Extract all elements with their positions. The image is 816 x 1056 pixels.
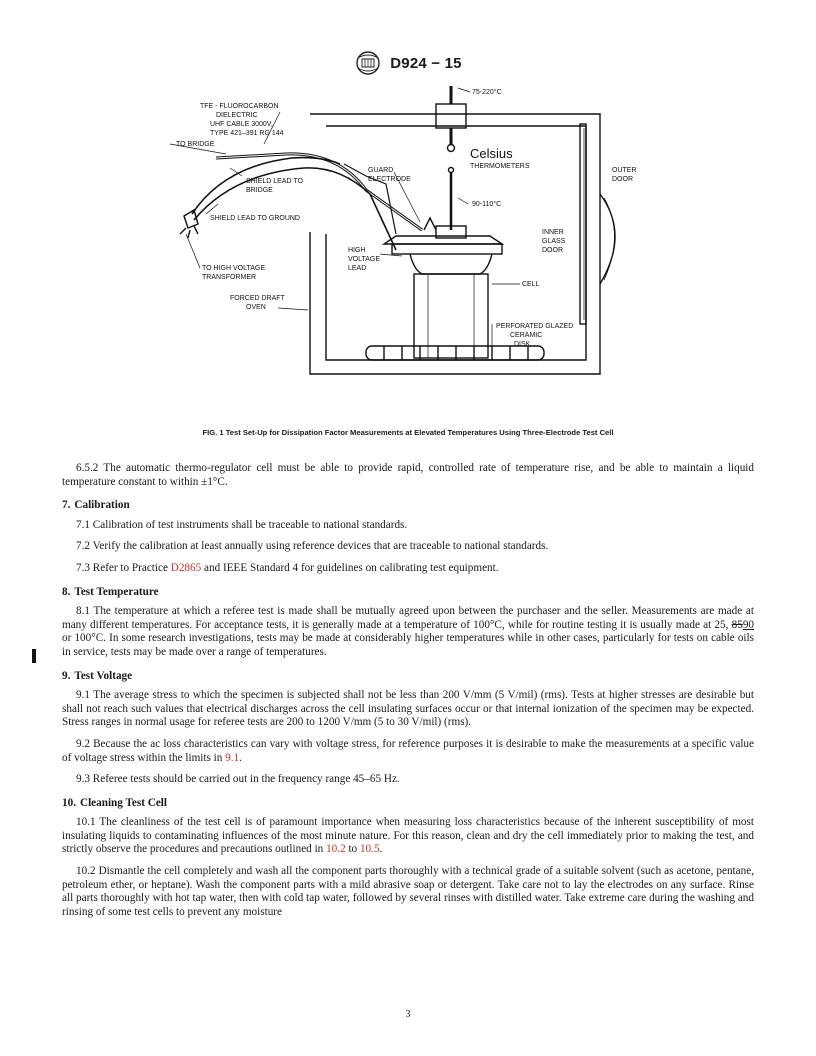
diagram-label: DISK: [514, 341, 531, 348]
diagram-label: SHIELD LEAD TO GROUND: [210, 215, 300, 222]
document-body: [62, 462, 754, 927]
paragraph-7-1: 7.1 Calibration of test instruments shall be traceable to national standards.: [76, 518, 408, 531]
electrode-terminal: [424, 218, 436, 230]
link-d2865[interactable]: D2865: [170, 561, 202, 574]
inserted-text: 90: [742, 618, 754, 631]
outer-door-handle: [600, 194, 615, 284]
paragraph-9-2: 9.2 Because the ac loss characteristics can vary with voltage stress, for reference purposes it is desirable to make the measurements at a specific value of voltage stress within the limits in 9.1.: [62, 737, 754, 764]
thermometer-housing: [436, 104, 466, 128]
cell-lid: [384, 236, 502, 244]
diagram-label: HIGH: [348, 247, 366, 254]
diagram-label: PERFORATED GLAZED: [496, 323, 574, 330]
deleted-text: 85: [731, 618, 743, 631]
diagram-label: CERAMIC: [510, 332, 543, 339]
paragraph-8-1: 8.1 The temperature at which a referee test is made shall be mutually agreed upon between the purchaser and the seller. Measurements are made at many different temperatures. For acceptance tests, it is generally made at a temperature of 100°C, while for routine testing it is usually made at 25, 8590 or 100°C. In some research investigations, tests may be made at considerably higher temperatures while in other cases, particularly for tests on cable oils in service, tests may be made over a range of temperatures.: [62, 605, 754, 658]
section-10-heading: 10. Cleaning Test Cell: [62, 796, 168, 809]
diagram-label: DOOR: [542, 247, 563, 254]
diagram-label: Celsius: [470, 146, 513, 161]
page-number: 3: [405, 1009, 411, 1020]
thermometer-bulb: [448, 145, 455, 152]
diagram-label: UHF CABLE 3000V,: [210, 121, 273, 128]
diagram-label: SHIELD LEAD TO: [246, 178, 303, 185]
diagram-label: ELECTRODE: [368, 176, 411, 183]
paragraph-7-3: 7.3 Refer to Practice D2865 and IEEE Standard 4 for guidelines on calibrating test equipment.: [76, 561, 499, 574]
diagram-label: TRANSFORMER: [202, 274, 257, 281]
section-8-heading: 8. Test Temperature: [62, 585, 159, 598]
diagram-label: DIELECTRIC: [216, 112, 258, 119]
link-10-2[interactable]: 10.2: [326, 843, 346, 856]
diagram-label: INNER: [542, 229, 564, 236]
test-setup-diagram: [170, 84, 637, 420]
diagram-label: OVEN: [246, 304, 266, 311]
link-9-1[interactable]: 9.1: [225, 751, 240, 764]
diagram-label: GLASS: [542, 238, 566, 245]
diagram-label: VOLTAGE: [348, 256, 381, 263]
diagram-label: CELL: [522, 281, 540, 288]
paragraph-10-1: 10.1 The cleanliness of the test cell is of paramount importance when measuring loss characteristics because of the inherent susceptibility of most insulating liquids to contaminating influences of the most minute nature. For this reason, clean and dry the cell immediately prior to making the test, and strictly observe the procedures and precautions outlined in 10.2 to 10.5.: [62, 816, 754, 856]
revision-change-bar: [32, 649, 36, 663]
astm-logo-icon: [354, 50, 382, 76]
page-header: [0, 50, 816, 76]
ground-clip: [184, 210, 198, 228]
paragraph-9-3: 9.3 Referee tests should be carried out in the frequency range 45–65 Hz.: [76, 773, 400, 786]
diagram-label: GUARD: [368, 167, 394, 174]
diagram-label: TO HIGH VOLTAGE: [202, 265, 266, 272]
diagram-label: DOOR: [612, 176, 633, 183]
diagram-label: FORCED DRAFT: [230, 295, 285, 302]
diagram-label: TFE - FLUOROCARBON: [200, 103, 279, 110]
diagram-label: THERMOMETERS: [470, 163, 530, 170]
diagram-label: 75-220°C: [472, 89, 502, 96]
paragraph-9-1: 9.1 The average stress to which the specimen is subjected shall not be less than 200 V/mm (5 V/mil) (rms). Tests at higher stresses are desirable but shall not reach such values that electrical discharges across the cell insulating surfaces occur or that internal ionization of the specimen may be expected. Stress ranges in normal usage for referee tests are 200 to 1200 V/mm (5 to 30 V/mil) (rms).: [62, 689, 754, 729]
diagram-label: TYPE 421–391 RG 144: [210, 130, 284, 137]
section-7-heading: 7. Calibration: [62, 499, 130, 512]
paragraph-10-2: 10.2 Dismantle the cell completely and wash all the component parts thoroughly with a technical grade of a suitable solvent (such as acetone, pentane, petroleum ether, or heptane). Wash the component parts with a mild abrasive soap or detergent. Take care not to lay the electrodes on any surface. Rinse all parts thoroughly with hot tap water, then with cold tap water, followed by several rinses with distilled water. Take extreme care during the washing and rinsing of some test cells to prevent any moisture: [62, 865, 754, 918]
document-designation: D924 − 15: [390, 54, 462, 72]
paragraph-6-5-2: 6.5.2 The automatic thermo-regulator cell must be able to provide rapid, controlled rate of temperature rise, and be able to maintain a liquid temperature constant to within ±1°C.: [62, 462, 754, 488]
diagram-label: TO BRIDGE: [176, 141, 215, 148]
shield-lead-bridge: [192, 158, 340, 214]
paragraph-7-2: 7.2 Verify the calibration at least annually using reference devices that are traceable to national standards.: [76, 540, 549, 553]
diagram-label: 90-110°C: [472, 201, 502, 208]
inner-glass-door: [580, 124, 586, 324]
diagram-label: OUTER: [612, 167, 637, 174]
section-9-heading: 9. Test Voltage: [62, 669, 133, 682]
diagram-label: BRIDGE: [246, 187, 273, 194]
figure-1: [170, 84, 637, 420]
diagram-label: LEAD: [348, 265, 367, 272]
link-10-5[interactable]: 10.5: [359, 843, 380, 856]
figure-caption: FIG. 1 Test Set-Up for Dissipation Factor Measurements at Elevated Temperatures Using Three-Electrode Test Cell: [202, 428, 614, 437]
